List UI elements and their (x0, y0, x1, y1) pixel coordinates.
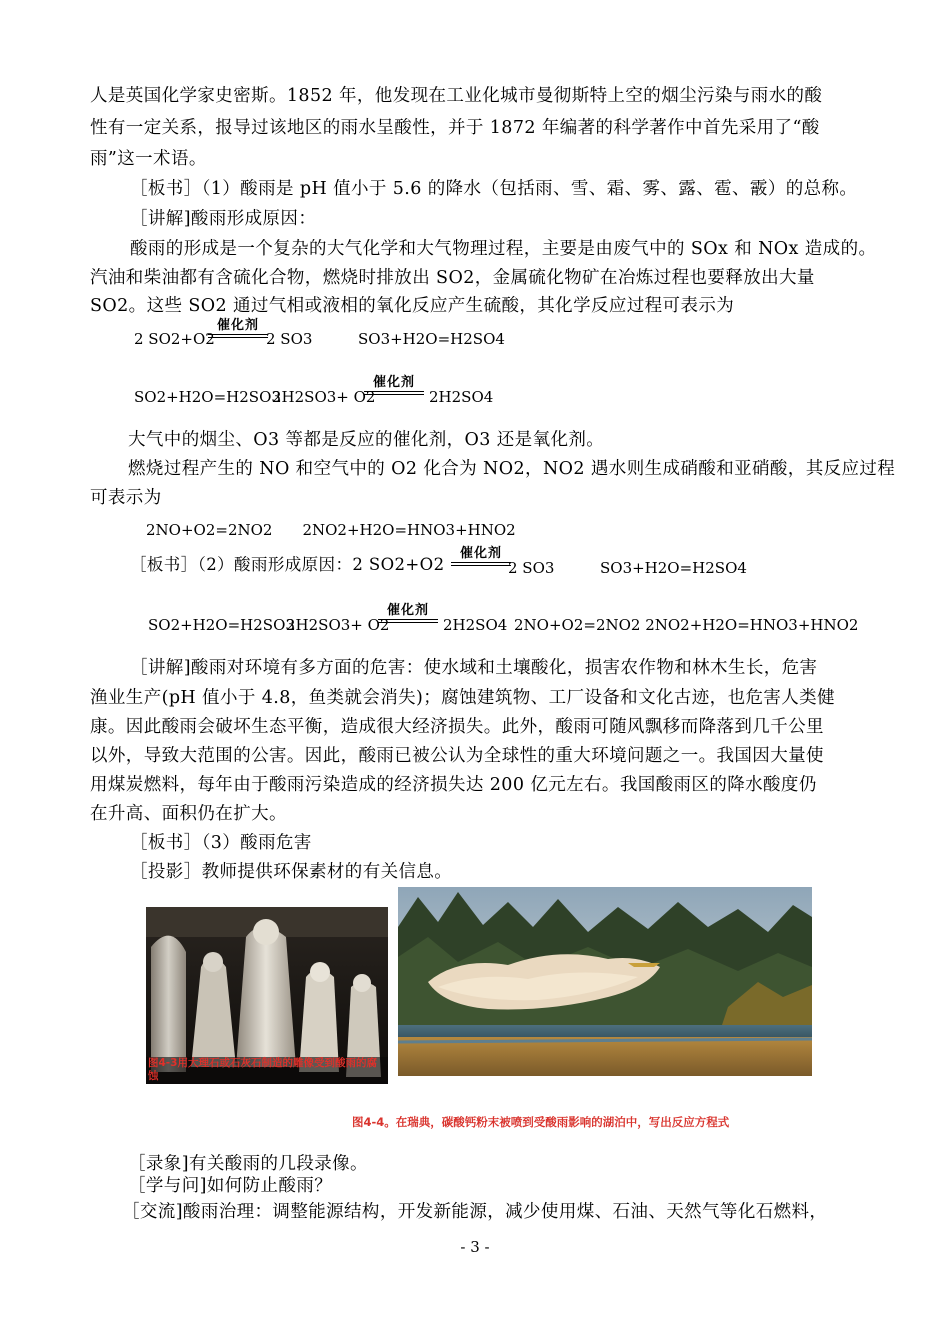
paragraph-line: 以外，导致大范围的公害。因此，酸雨已被公认为全球性的重大环境问题之一。我国因大量使 (90, 746, 824, 766)
paragraph-line: 燃烧过程产生的 NO 和空气中的 O2 化合为 NO2，NO2 遇水则生成硝酸和亚硝酸，其反应过程 (128, 459, 896, 479)
page-number: - 3 - (460, 1238, 490, 1256)
double-line (378, 619, 438, 623)
paragraph-line: 性有一定关系，报导过该地区的雨水呈酸性，并于 1872 年编著的科学著作中首先采用了“酸 (90, 118, 820, 138)
catalyst-label: 催化剂 (372, 375, 415, 390)
paragraph-line: 人是英国化学家史密斯。1852 年，他发现在工业化城市曼彻斯特上空的烟尘污染与雨水的酸 (90, 86, 823, 106)
discussion-note: ［交流]酸雨治理：调整能源结构，开发新能源，减少使用煤、石油、天然气等化石燃料， (122, 1202, 828, 1222)
projection-note: ［投影］教师提供环保素材的有关信息。 (130, 862, 453, 882)
equation-rhs: 2 SO3 (266, 330, 313, 348)
equation-lhs: 2H2SO3+ O2 (286, 616, 390, 634)
double-line (364, 391, 424, 395)
paragraph-line: 酸雨的形成是一个复杂的大气化学和大气物理过程，主要是由废气中的 SOx 和 NOx 造成的。 (130, 239, 877, 259)
paragraph-line: 汽油和柴油都有含硫化合物，燃烧时排放出 SO2，金属硫化物矿在冶炼过程也要释放出大量 (90, 268, 815, 288)
lake-photo (398, 887, 812, 1076)
lecture-heading: ［讲解]酸雨形成原因： (130, 209, 317, 229)
catalyst-label: 催化剂 (459, 546, 502, 561)
equation: SO2+H2O=H2SO3 (148, 616, 295, 634)
catalyst-arrow (208, 314, 268, 338)
paragraph-line: ［讲解]酸雨对环境有多方面的危害：使水域和土壤酸化，损害农作物和林木生长，危害 (130, 658, 818, 678)
equation: SO2+H2O=H2SO3 (134, 388, 281, 406)
equation-lhs: 2 SO2+O2 (134, 330, 215, 348)
paragraph-line: 在升高、面积仍在扩大。 (90, 804, 287, 824)
figure-4-3-caption: 图4-3用大理石或石灰石制造的雕像受到酸雨的腐蚀 (148, 1057, 377, 1082)
paragraph-line: 康。因此酸雨会破坏生态平衡，造成很大经济损失。此外，酸雨可随风飘移而降落到几千公里 (90, 717, 824, 737)
double-line (451, 562, 511, 566)
equation-rhs: 2H2SO4 (443, 616, 508, 634)
statue-photo (146, 907, 388, 1084)
equation: SO3+H2O=H2SO4 (600, 559, 747, 577)
question-note: ［学与问]如何防止酸雨？ (128, 1176, 333, 1196)
paragraph-line: 可表示为 (90, 488, 162, 508)
paragraph-line: SO2。这些 SO2 通过气相或液相的氧化反应产生硫酸，其化学反应过程可表示为 (90, 296, 735, 316)
board-note-2: ［板书］（2）酸雨形成原因：2 SO2+O2 (130, 555, 445, 574)
equation-rhs: 2H2SO4 (429, 388, 494, 406)
equation-lhs: 2H2SO3+ O2 (272, 388, 376, 406)
lake-image (398, 887, 812, 1076)
equation: 2NO+O2=2NO2 2NO2+H2O=HNO3+HNO2 (514, 616, 859, 634)
catalyst-label: 催化剂 (216, 318, 259, 333)
paragraph-line: 雨”这一术语。 (90, 149, 207, 169)
equation: 2NO+O2=2NO2 2NO2+H2O=HNO3+HNO2 (146, 521, 516, 539)
paragraph-line: 大气中的烟尘、O3 等都是反应的催化剂，O3 还是氧化剂。 (128, 430, 605, 450)
board-note-3: ［板书］（3）酸雨危害 (130, 833, 312, 853)
equation: SO3+H2O=H2SO4 (358, 330, 505, 348)
catalyst-arrow (364, 371, 424, 395)
catalyst-arrow (378, 599, 438, 623)
paragraph-line: 用煤炭燃料，每年由于酸雨污染造成的经济损失达 200 亿元左右。我国酸雨区的降水酸度仍 (90, 775, 817, 795)
board-note-1: ［板书］（1）酸雨是 pH 值小于 5.6 的降水（包括雨、雪、霜、雾、露、雹、霰）的总称。 (130, 179, 858, 199)
double-line (208, 334, 268, 338)
paragraph-line: 渔业生产(pH 值小于 4.8，鱼类就会消失)；腐蚀建筑物、工厂设备和文化古迹，也危害人类健 (90, 688, 835, 708)
video-note: ［录象]有关酸雨的几段录像。 (128, 1154, 368, 1174)
equation-rhs: 2 SO3 (508, 559, 555, 577)
catalyst-label: 催化剂 (386, 603, 429, 618)
catalyst-arrow (451, 542, 511, 566)
figure-4-4-caption: 图4-4。在瑞典，碳酸钙粉末被喷到受酸雨影响的湖泊中，写出反应方程式 (352, 1115, 730, 1129)
